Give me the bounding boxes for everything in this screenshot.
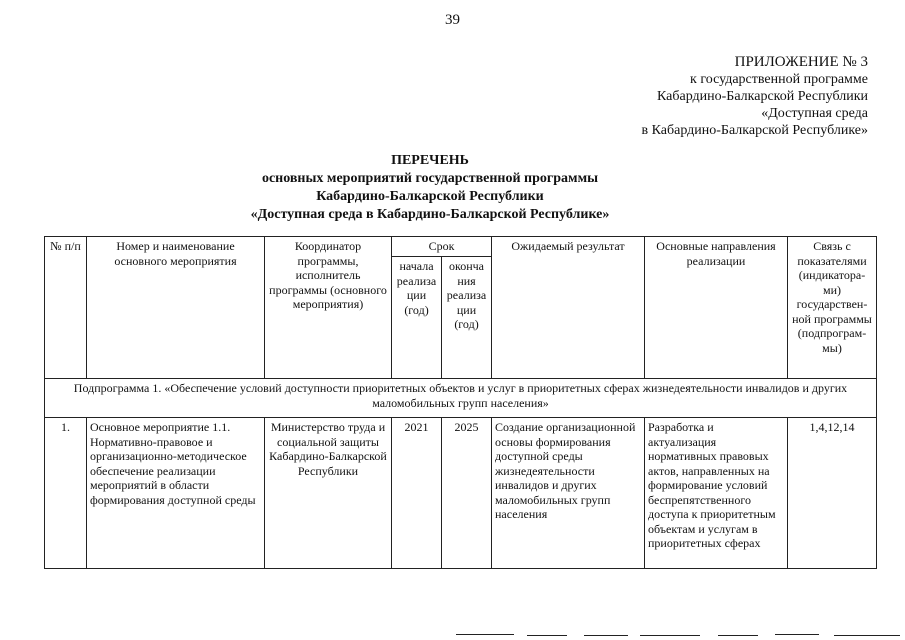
header-coordinator: Координатор программы, исполнитель программы (основного мероприятия) [265, 237, 392, 379]
row-start-year: 2021 [392, 418, 442, 569]
header-term-end: оконча ния реализа ции (год) [442, 257, 492, 379]
heading-line-1: ПЕРЕЧЕНЬ [391, 153, 469, 168]
table-header-row [45, 237, 877, 257]
table-row [45, 418, 877, 569]
bottom-rule-5 [718, 635, 758, 636]
appendix-line-2: Кабардино-Балкарской Республики [657, 89, 868, 104]
measures-table [44, 236, 877, 569]
row-num: 1. [45, 418, 87, 569]
header-directions: Основные направления реализации [645, 237, 788, 379]
page-number: 39 [445, 12, 460, 28]
row-result: Создание организационной основы формирования доступной среды жизнедеятельности инвалидов и других маломобильных групп населения [492, 418, 645, 569]
row-end-year: 2025 [442, 418, 492, 569]
bottom-rule-7 [834, 635, 900, 636]
header-result: Ожидаемый результат [492, 237, 645, 379]
row-coordinator: Министерство труда и социальной защиты Кабардино-Балкарской Республики [265, 418, 392, 569]
header-link: Связь с показателями (индикатора-ми) государствен-ной программы (подпрограм-мы) [788, 237, 877, 379]
appendix-block [588, 54, 868, 139]
appendix-line-1: к государственной программе [690, 72, 868, 87]
bottom-rule-2 [527, 635, 567, 636]
row-directions: Разработка и актуализация нормативных правовых актов, направленных на формирование условий беспрепятственного доступа к приоритетным объектам и услугам в приоритетных сферах [645, 418, 788, 569]
heading-line-3: Кабардино-Балкарской Республики [316, 189, 544, 204]
heading-line-2: основных мероприятий государственной программы [261, 171, 599, 186]
row-name: Основное мероприятие 1.1. Нормативно-правовое и организационно-методическое обеспечение реализации мероприятий в области формирования доступной среды [87, 418, 265, 569]
header-term-start: начала реализа ции (год) [392, 257, 442, 379]
subprogram-row [45, 379, 877, 418]
bottom-rule-4 [640, 635, 700, 636]
header-term: Срок [392, 237, 492, 257]
header-num: № п/п [45, 237, 87, 379]
bottom-rule-6 [775, 634, 819, 635]
heading-line-4: «Доступная среда в Кабардино-Балкарской Республике» [250, 207, 610, 222]
appendix-line-4: в Кабардино-Балкарской Республике» [641, 123, 868, 138]
header-name: Номер и наименование основного мероприятия [87, 237, 265, 379]
row-indicators: 1,4,12,14 [788, 418, 877, 569]
bottom-rule-1 [456, 634, 514, 635]
appendix-title: ПРИЛОЖЕНИЕ № 3 [734, 54, 868, 70]
appendix-line-3: «Доступная среда [761, 106, 868, 121]
document-heading [0, 152, 860, 224]
subprogram-title: Подпрограмма 1. «Обеспечение условий доступности приоритетных объектов и услуг в приоритетных сферах жизнедеятельности инвалидов и других маломобильных групп населения» [45, 379, 877, 418]
bottom-rule-3 [584, 635, 628, 636]
